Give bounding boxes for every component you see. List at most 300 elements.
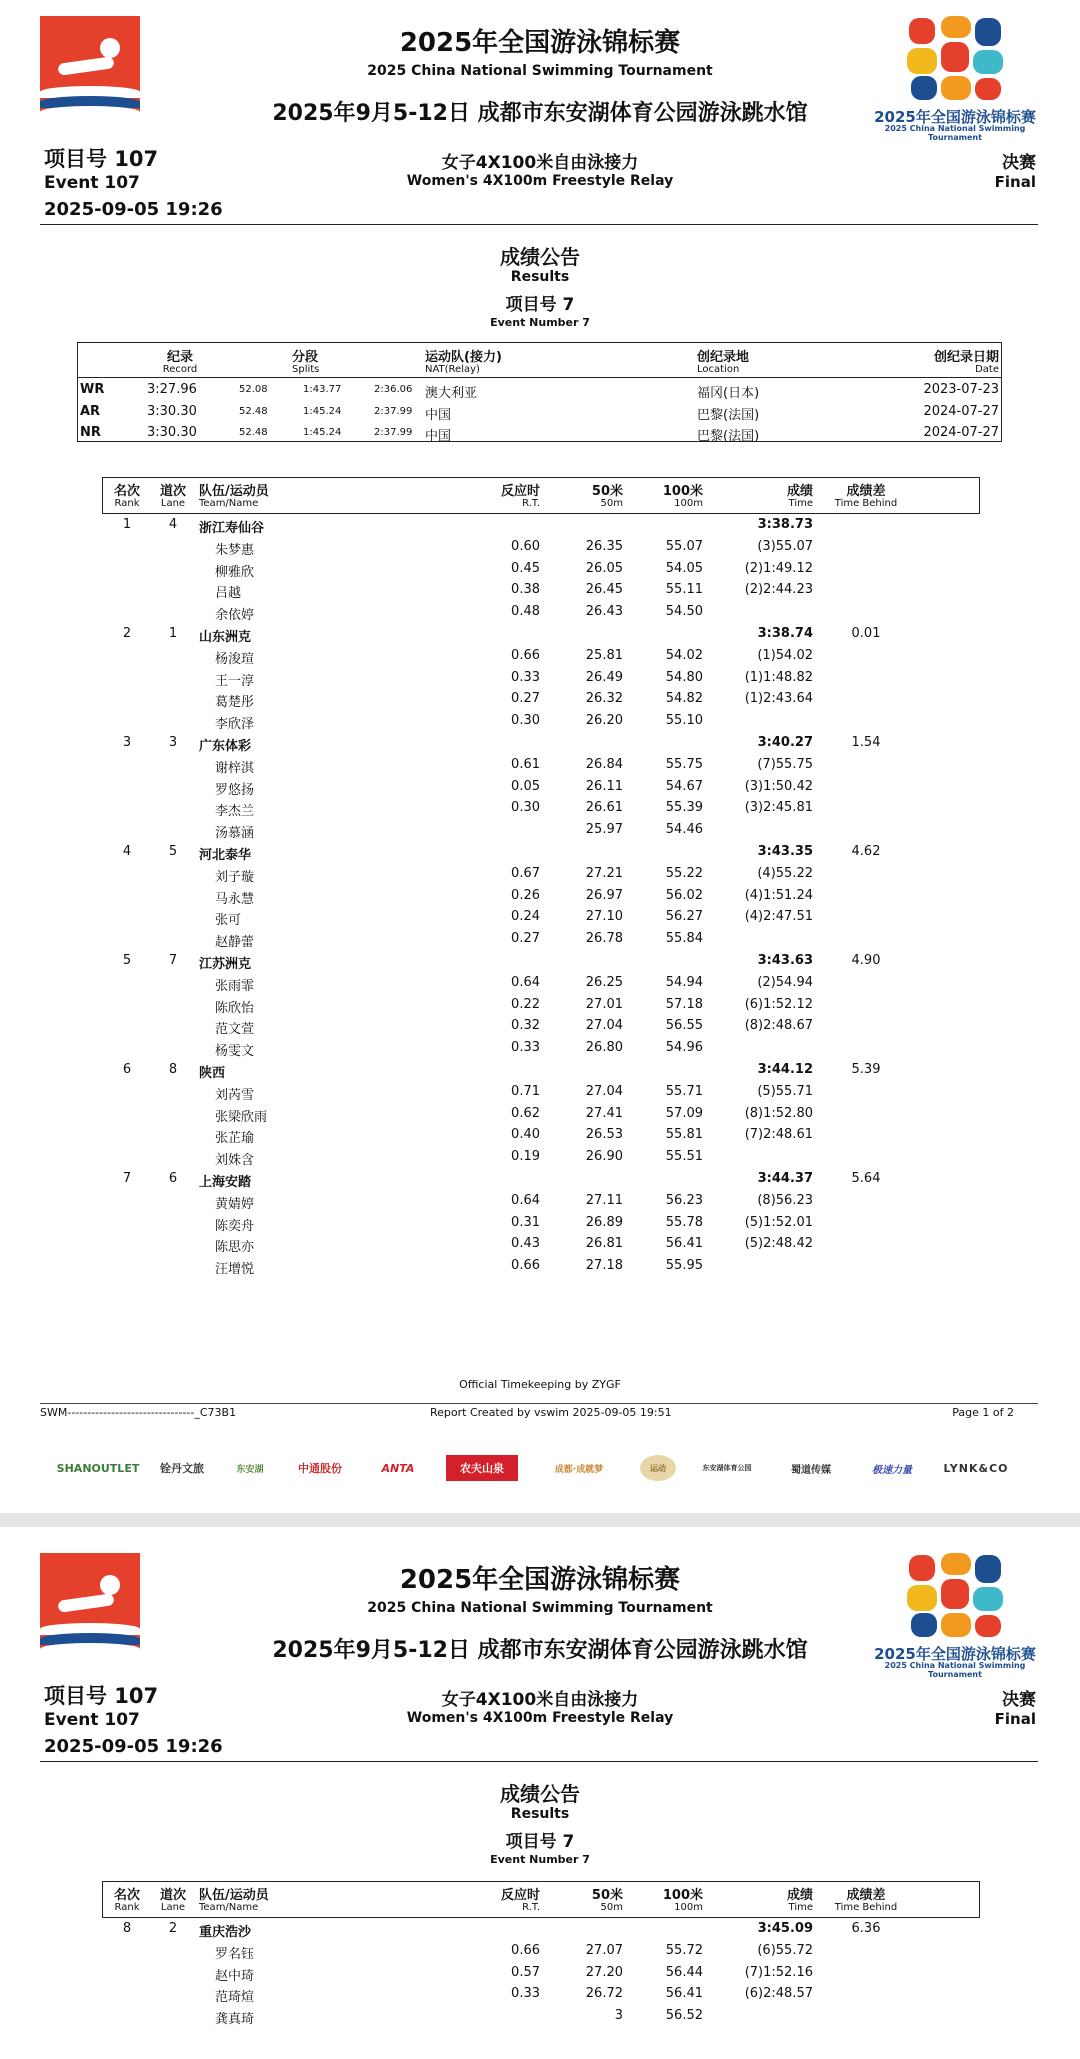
team-name: 河北泰华 — [199, 848, 252, 863]
team-time-behind: 4.90 — [851, 953, 881, 968]
swimmer-name: 谢梓淇 — [215, 760, 255, 776]
timekeeping-note: Official Timekeeping by ZYGF — [459, 1378, 621, 1391]
swimmer-split: (3)55.07 — [757, 538, 813, 554]
team-rank: 2 — [122, 626, 132, 641]
event-datetime: 2025-09-05 19:26 — [44, 199, 223, 220]
sponsor-logo-lynkco: LYNK&CO — [943, 1461, 1009, 1475]
swimmer-name: 刘芮雪 — [215, 1087, 255, 1103]
round-zh: 决赛 — [1002, 153, 1036, 173]
swimmer-reaction-time: 0.60 — [511, 538, 540, 554]
results-page-2 — [0, 1527, 1080, 2059]
swimmer-reaction-time: 0.32 — [511, 1018, 540, 1034]
swimmer-reaction-time: 0.40 — [511, 1127, 540, 1143]
col-100m-en: 100m — [674, 498, 703, 509]
results-title-zh: 成绩公告 — [500, 1782, 580, 1806]
swimmer-split: (4)55.22 — [757, 865, 813, 881]
swimmer-split: (6)55.72 — [757, 1942, 813, 1958]
records-table — [77, 342, 1002, 442]
swimmer-50m: 27.01 — [585, 996, 623, 1012]
swimmer-50m: 27.10 — [585, 909, 623, 925]
swm-code: SWM--------------------------------_C73B1 — [40, 1406, 237, 1419]
swimmer-100m: 57.18 — [665, 996, 703, 1012]
swimmer-100m: 54.05 — [665, 560, 703, 576]
record-date: 2024-07-27 — [923, 404, 999, 419]
results-title-zh: 成绩公告 — [500, 245, 580, 269]
round-zh: 决赛 — [1002, 1690, 1036, 1710]
swimmer-name: 余依婷 — [215, 608, 255, 624]
team-time: 3:38.73 — [757, 517, 813, 532]
team-name: 广东体彩 — [199, 739, 252, 754]
event-name-en: Women's 4X100m Freestyle Relay — [406, 173, 674, 189]
swimmer-reaction-time: 0.30 — [511, 713, 540, 729]
col-rank-en: Rank — [114, 1902, 140, 1913]
swimmer-50m: 26.53 — [585, 1127, 623, 1143]
record-location: 福冈(日本) — [697, 386, 760, 401]
record-split-1: 52.08 — [239, 384, 268, 395]
swimmer-50m: 26.49 — [585, 669, 623, 685]
swimmer-name: 赵静蕾 — [215, 935, 255, 951]
results-title-en: Results — [510, 269, 570, 285]
rec-header-splits-en: Splits — [292, 364, 320, 375]
footer-divider — [40, 1403, 1038, 1404]
team-lane: 6 — [168, 1171, 178, 1186]
team-time: 3:43.63 — [757, 953, 813, 968]
team-rank: 5 — [122, 953, 132, 968]
team-time: 3:43.35 — [757, 844, 813, 859]
team-time-behind: 4.62 — [851, 844, 881, 859]
swimmer-reaction-time: 0.33 — [511, 1986, 540, 2002]
swimmer-reaction-time: 0.61 — [511, 756, 540, 772]
col-rank-en: Rank — [114, 498, 140, 509]
swimmer-reaction-time: 0.66 — [511, 647, 540, 663]
team-name: 重庆浩沙 — [199, 1925, 252, 1940]
swimmer-split: (6)2:48.57 — [744, 1986, 813, 2002]
swimmer-50m: 27.04 — [585, 1083, 623, 1099]
team-name: 上海安踏 — [199, 1175, 252, 1190]
col-100m-zh: 100米 — [662, 484, 703, 499]
col-100m-zh: 100米 — [662, 1888, 703, 1903]
event-number-title-en: Event Number 7 — [490, 316, 590, 329]
team-rank: 3 — [122, 735, 132, 750]
swimmer-50m: 27.04 — [585, 1018, 623, 1034]
swimmer-reaction-time: 0.33 — [511, 669, 540, 685]
swimmer-50m: 26.11 — [585, 778, 623, 794]
swimmer-split: (2)54.94 — [757, 974, 813, 990]
team-lane: 7 — [168, 953, 178, 968]
swimmer-reaction-time: 0.22 — [511, 996, 540, 1012]
rec-header-location-zh: 创纪录地 — [697, 350, 750, 365]
record-location: 巴黎(法国) — [697, 408, 760, 423]
swimmer-reaction-time: 0.64 — [511, 974, 540, 990]
event-name-zh: 女子4X100米自由泳接力 — [441, 153, 639, 173]
swimmer-100m: 54.02 — [665, 647, 703, 663]
swimmer-name: 范文萱 — [215, 1022, 255, 1038]
swimmer-100m: 56.41 — [665, 1986, 703, 2002]
swimmer-100m: 55.10 — [665, 713, 703, 729]
team-time-behind: 1.54 — [851, 735, 881, 750]
team-name: 江苏洲克 — [199, 957, 252, 972]
swimmer-split: (8)2:48.67 — [744, 1018, 813, 1034]
swimmer-reaction-time: 0.67 — [511, 865, 540, 881]
swimmer-reaction-time: 0.38 — [511, 582, 540, 598]
rec-header-nat-en: NAT(Relay) — [425, 364, 480, 375]
sponsor-logo-sport: 运动 — [640, 1455, 676, 1481]
swimmer-100m: 56.23 — [665, 1192, 703, 1208]
record-nat: 中国 — [425, 429, 452, 444]
results-title-en: Results — [510, 1806, 570, 1822]
tournament-title-en: 2025 China National Swimming Tournament — [367, 1600, 713, 1616]
swimmer-100m: 56.27 — [665, 909, 703, 925]
col-team-zh: 队伍/运动员 — [199, 1888, 269, 1903]
col-50m-zh: 50米 — [591, 1888, 623, 1903]
col-rt-en: R.T. — [522, 1902, 540, 1913]
record-split-2: 1:45.24 — [303, 406, 342, 417]
swimmer-reaction-time: 0.66 — [511, 1942, 540, 1958]
swimmer-100m: 56.44 — [665, 1964, 703, 1980]
record-split-3: 2:37.99 — [374, 427, 413, 438]
swimmer-split: (4)2:47.51 — [744, 909, 813, 925]
swimmer-name: 朱梦惠 — [215, 542, 255, 558]
record-code: AR — [80, 404, 101, 419]
col-rt-zh: 反应时 — [500, 1888, 540, 1903]
swimmer-split: (4)1:51.24 — [744, 887, 813, 903]
swimmer-name: 罗悠扬 — [215, 782, 255, 798]
swimmer-name: 王一淳 — [215, 673, 255, 689]
swimmer-name: 汪增悦 — [215, 1262, 255, 1278]
record-split-2: 1:43.77 — [303, 384, 342, 395]
swimmer-100m: 55.95 — [665, 1258, 703, 1274]
swimmer-100m: 54.96 — [665, 1040, 703, 1056]
rec-header-nat-zh: 运动队(接力) — [425, 350, 502, 365]
swimmer-50m: 26.32 — [585, 691, 623, 707]
swimmer-reaction-time: 0.62 — [511, 1105, 540, 1121]
header-divider — [40, 224, 1038, 225]
round-en: Final — [994, 1710, 1036, 1728]
swimmer-50m: 26.35 — [585, 538, 623, 554]
swimmer-reaction-time: 0.43 — [511, 1236, 540, 1252]
swimmer-reaction-time: 0.24 — [511, 909, 540, 925]
event-number-title-zh: 项目号 7 — [505, 1832, 575, 1852]
swimmer-100m: 54.46 — [665, 822, 703, 838]
team-rank: 8 — [122, 1921, 132, 1936]
tournament-title-en: 2025 China National Swimming Tournament — [367, 63, 713, 79]
swimmer-reaction-time: 0.71 — [511, 1083, 540, 1099]
event-name-en: Women's 4X100m Freestyle Relay — [406, 1710, 674, 1726]
swimmer-split: (1)54.02 — [757, 647, 813, 663]
record-date: 2023-07-23 — [923, 382, 999, 397]
swimmer-50m: 27.21 — [585, 865, 623, 881]
swimmer-name: 黄婧婷 — [215, 1196, 255, 1212]
swimmer-100m: 54.50 — [665, 604, 703, 620]
team-time-behind: 0.01 — [851, 626, 881, 641]
col-50m-zh: 50米 — [591, 484, 623, 499]
swimmer-reaction-time: 0.64 — [511, 1192, 540, 1208]
team-time-behind: 5.64 — [851, 1171, 881, 1186]
rec-header-date-zh: 创纪录日期 — [933, 350, 999, 365]
team-lane: 8 — [168, 1062, 178, 1077]
col-behind-en: Time Behind — [834, 1902, 898, 1913]
col-lane-zh: 道次 — [159, 484, 186, 499]
record-nat: 澳大利亚 — [425, 386, 478, 401]
team-name: 陕西 — [199, 1066, 226, 1081]
col-50m-en: 50m — [600, 1902, 623, 1913]
swimmer-100m: 55.81 — [665, 1127, 703, 1143]
swimmer-name: 马永慧 — [215, 891, 255, 907]
swimmer-100m: 54.82 — [665, 691, 703, 707]
swimmer-split: (8)56.23 — [757, 1192, 813, 1208]
swimmer-50m: 26.78 — [585, 931, 623, 947]
swimmer-split: (3)1:50.42 — [744, 778, 813, 794]
tournament-title-zh: 2025年全国游泳锦标赛 — [399, 1565, 681, 1595]
logo-right-title: 2025年全国游泳锦标赛 — [874, 108, 1036, 126]
swimmer-name: 杨浚瑄 — [215, 651, 255, 667]
swimmer-50m: 27.07 — [585, 1942, 623, 1958]
rec-header-record-zh: 纪录 — [166, 350, 193, 365]
swimmer-100m: 55.51 — [665, 1149, 703, 1165]
swimmer-50m: 3 — [614, 2008, 623, 2024]
swimmer-reaction-time: 0.05 — [511, 778, 540, 794]
swimmer-name: 李欣泽 — [215, 717, 255, 733]
sponsor-logo-wenlv: 铨丹文旅 — [160, 1462, 204, 1475]
col-time-zh: 成绩 — [786, 484, 813, 499]
sponsor-logo-zhongtong: 中通股份 — [298, 1462, 342, 1475]
col-rank-zh: 名次 — [113, 1888, 140, 1903]
record-time: 3:27.96 — [147, 382, 197, 397]
swimmer-reaction-time: 0.48 — [511, 604, 540, 620]
swimmer-50m: 27.18 — [585, 1258, 623, 1274]
logo-right-title: 2025年全国游泳锦标赛 — [874, 1645, 1036, 1663]
sponsor-logo-donganhu: 东安湖 — [236, 1464, 264, 1475]
swimmer-50m: 26.84 — [585, 756, 623, 772]
swimmer-split: (6)1:52.12 — [744, 996, 813, 1012]
swimmer-reaction-time: 0.27 — [511, 691, 540, 707]
swimmer-50m: 26.43 — [585, 604, 623, 620]
event-number-title-en: Event Number 7 — [490, 1853, 590, 1866]
team-time: 3:44.12 — [757, 1062, 813, 1077]
team-time: 3:44.37 — [757, 1171, 813, 1186]
swimmer-100m: 55.71 — [665, 1083, 703, 1099]
team-rank: 7 — [122, 1171, 132, 1186]
swimmer-name: 柳雅欣 — [215, 564, 255, 580]
swimmer-100m: 55.84 — [665, 931, 703, 947]
swimmer-50m: 26.72 — [585, 1986, 623, 2002]
swimmer-split: (7)55.75 — [757, 756, 813, 772]
page-number: Page 1 of 2 — [952, 1406, 1014, 1419]
records-header-divider — [77, 377, 1002, 378]
swimmer-split: (1)2:43.64 — [744, 691, 813, 707]
team-lane: 3 — [168, 735, 178, 750]
swimmer-name: 陈欣怡 — [215, 1000, 255, 1016]
header-divider — [40, 1761, 1038, 1762]
team-lane: 2 — [168, 1921, 178, 1936]
swimmer-name: 陈思亦 — [215, 1240, 255, 1256]
col-rank-zh: 名次 — [113, 484, 140, 499]
event-number-zh: 项目号 107 — [44, 1684, 159, 1708]
sponsor-logo-shanoutlet: SHANOUTLET — [56, 1461, 140, 1475]
event-datetime: 2025-09-05 19:26 — [44, 1736, 223, 1757]
swimmer-split: (7)2:48.61 — [744, 1127, 813, 1143]
col-rt-en: R.T. — [522, 498, 540, 509]
rec-header-location-en: Location — [697, 364, 740, 375]
round-en: Final — [994, 173, 1036, 191]
swimmer-50m: 26.20 — [585, 713, 623, 729]
swimmer-100m: 56.52 — [665, 2008, 703, 2024]
swimmer-50m: 26.45 — [585, 582, 623, 598]
swimmer-reaction-time: 0.45 — [511, 560, 540, 576]
swimmer-100m: 56.41 — [665, 1236, 703, 1252]
venue-line: 2025年9月5-12日 成都市东安湖体育公园游泳跳水馆 — [272, 101, 808, 126]
swimmer-split: (2)2:44.23 — [744, 582, 813, 598]
team-time: 3:45.09 — [757, 1921, 813, 1936]
venue-line: 2025年9月5-12日 成都市东安湖体育公园游泳跳水馆 — [272, 1638, 808, 1663]
swimmer-50m: 26.81 — [585, 1236, 623, 1252]
swimmer-50m: 26.97 — [585, 887, 623, 903]
record-time: 3:30.30 — [147, 425, 197, 440]
swimmer-100m: 56.02 — [665, 887, 703, 903]
swimmer-reaction-time: 0.26 — [511, 887, 540, 903]
rec-header-record-en: Record — [162, 364, 198, 375]
swimmer-name: 张芷瑜 — [215, 1131, 255, 1147]
col-lane-en: Lane — [160, 498, 186, 509]
report-created: Report Created by vswim 2025-09-05 19:51 — [430, 1406, 672, 1419]
swimmer-split: (1)1:48.82 — [744, 669, 813, 685]
swimmer-100m: 54.94 — [665, 974, 703, 990]
sponsor-logo-nongfu: 农夫山泉 — [446, 1455, 518, 1481]
rec-header-date-en: Date — [975, 364, 999, 375]
swimmer-50m: 25.97 — [585, 822, 623, 838]
swimmer-split: (7)1:52.16 — [744, 1964, 813, 1980]
swimmer-reaction-time: 0.31 — [511, 1214, 540, 1230]
record-code: WR — [80, 382, 105, 397]
swimmer-100m: 55.22 — [665, 865, 703, 881]
swimmer-name: 刘子璇 — [215, 869, 255, 885]
swimmer-reaction-time: 0.27 — [511, 931, 540, 947]
swimmer-50m: 26.80 — [585, 1040, 623, 1056]
swimmer-100m: 55.75 — [665, 756, 703, 772]
team-lane: 5 — [168, 844, 178, 859]
swimmer-reaction-time: 0.57 — [511, 1964, 540, 1980]
col-lane-en: Lane — [160, 1902, 186, 1913]
sponsor-logo-shudao: 蜀道传媒 — [791, 1464, 831, 1476]
swimmer-split: (5)2:48.42 — [744, 1236, 813, 1252]
swimmer-name: 范琦煊 — [215, 1990, 255, 2006]
team-time: 3:40.27 — [757, 735, 813, 750]
swimmer-50m: 26.90 — [585, 1149, 623, 1165]
page-separator — [0, 1513, 1080, 1527]
record-split-2: 1:45.24 — [303, 427, 342, 438]
swimmer-name: 赵中琦 — [215, 1968, 255, 1984]
swimmer-100m: 56.55 — [665, 1018, 703, 1034]
swimmer-name: 汤慕涵 — [215, 826, 255, 842]
rec-header-splits-zh: 分段 — [292, 350, 319, 365]
record-nat: 中国 — [425, 408, 452, 423]
team-rank: 4 — [122, 844, 132, 859]
col-lane-zh: 道次 — [159, 1888, 186, 1903]
swimmer-50m: 26.05 — [585, 560, 623, 576]
swimmer-name: 杨雯文 — [215, 1044, 255, 1060]
event-number-en: Event 107 — [44, 173, 140, 193]
swimmer-name: 刘姝含 — [215, 1153, 255, 1169]
swimmer-50m: 27.41 — [585, 1105, 623, 1121]
logo-right-subtitle: 2025 China National Swimming Tournament — [884, 1661, 1026, 1679]
team-name: 浙江寿仙谷 — [199, 521, 265, 536]
col-team-en: Team/Name — [199, 1902, 259, 1913]
swimmer-name: 陈奕舟 — [215, 1218, 255, 1234]
swimmer-name: 张雨霏 — [215, 978, 255, 994]
record-split-1: 52.48 — [239, 427, 268, 438]
swimmer-split: (5)55.71 — [757, 1083, 813, 1099]
event-number-en: Event 107 — [44, 1710, 140, 1730]
sponsor-logo-donganhu-park: 东安湖体育公园 — [702, 1464, 752, 1472]
col-team-zh: 队伍/运动员 — [199, 484, 269, 499]
sponsor-logo-chengdu: 成都·成就梦 — [554, 1464, 604, 1475]
team-rank: 6 — [122, 1062, 132, 1077]
team-time: 3:38.74 — [757, 626, 813, 641]
swimmer-100m: 55.72 — [665, 1942, 703, 1958]
event-name-zh: 女子4X100米自由泳接力 — [441, 1690, 639, 1710]
swimmer-name: 罗名钰 — [215, 1946, 255, 1962]
swimmer-name: 张梁欣雨 — [215, 1109, 268, 1125]
record-location: 巴黎(法国) — [697, 429, 760, 444]
record-split-3: 2:37.99 — [374, 406, 413, 417]
team-name: 山东洲克 — [199, 630, 252, 645]
sponsor-logo-anta: ANTA — [381, 1461, 415, 1475]
swimmer-50m: 27.20 — [585, 1964, 623, 1980]
swimmer-100m: 55.39 — [665, 800, 703, 816]
swimmer-100m: 54.80 — [665, 669, 703, 685]
swimmer-100m: 55.07 — [665, 538, 703, 554]
swimmer-name: 李杰兰 — [215, 804, 255, 820]
swimmer-reaction-time: 0.66 — [511, 1258, 540, 1274]
swimmer-split: (2)1:49.12 — [744, 560, 813, 576]
swimmer-50m: 27.11 — [585, 1192, 623, 1208]
sponsor-logo-jisu: 极速力量 — [872, 1464, 912, 1476]
record-date: 2024-07-27 — [923, 425, 999, 440]
col-time-en: Time — [788, 1902, 813, 1913]
swimmer-100m: 54.67 — [665, 778, 703, 794]
col-behind-en: Time Behind — [834, 498, 898, 509]
swimmer-name: 吕越 — [215, 586, 242, 602]
record-split-1: 52.48 — [239, 406, 268, 417]
col-50m-en: 50m — [600, 498, 623, 509]
swimmer-50m: 26.25 — [585, 974, 623, 990]
swimmer-name: 葛楚彤 — [215, 695, 255, 711]
event-number-title-zh: 项目号 7 — [505, 295, 575, 315]
logo-right-subtitle: 2025 China National Swimming Tournament — [884, 124, 1026, 142]
event-number-zh: 项目号 107 — [44, 147, 159, 171]
record-code: NR — [80, 425, 101, 440]
team-time-behind: 6.36 — [851, 1921, 881, 1936]
col-100m-en: 100m — [674, 1902, 703, 1913]
swimmer-split: (5)1:52.01 — [744, 1214, 813, 1230]
team-time-behind: 5.39 — [851, 1062, 881, 1077]
swimmer-split: (3)2:45.81 — [744, 800, 813, 816]
team-lane: 1 — [168, 626, 178, 641]
swimmer-50m: 26.61 — [585, 800, 623, 816]
swimmer-50m: 26.89 — [585, 1214, 623, 1230]
swimmer-50m: 25.81 — [585, 647, 623, 663]
swimmer-reaction-time: 0.30 — [511, 800, 540, 816]
col-time-en: Time — [788, 498, 813, 509]
col-behind-zh: 成绩差 — [846, 1888, 886, 1903]
swimmer-split: (8)1:52.80 — [744, 1105, 813, 1121]
col-time-zh: 成绩 — [786, 1888, 813, 1903]
record-time: 3:30.30 — [147, 404, 197, 419]
swimmer-100m: 55.11 — [665, 582, 703, 598]
team-rank: 1 — [122, 517, 132, 532]
col-rt-zh: 反应时 — [500, 484, 540, 499]
col-behind-zh: 成绩差 — [846, 484, 886, 499]
